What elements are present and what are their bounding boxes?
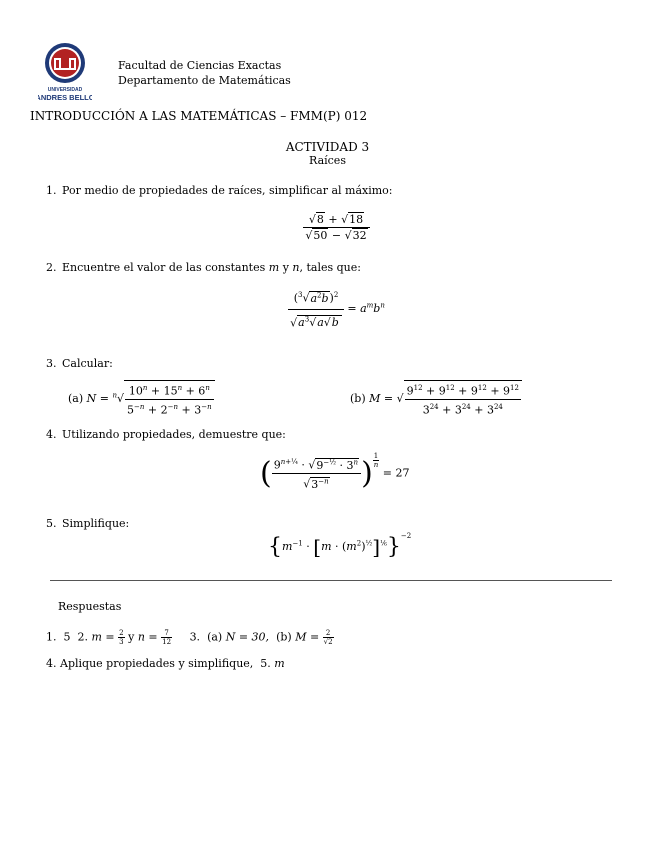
formula-2: $\frac{(^3√a^2b)^2}{√a^3√a√b}$ = $a^mb^n$ <box>0 285 655 333</box>
faculty-name: Facultad de Ciencias Exactas <box>118 59 282 72</box>
activity-title: ACTIVIDAD 3 <box>285 140 370 154</box>
svg-text:UNIVERSIDAD: UNIVERSIDAD <box>47 87 83 93</box>
course-title: INTRODUCCIÓN A LAS MATEMÁTICAS – FMM(P) 012 <box>30 109 368 123</box>
problem-4 <box>46 428 286 441</box>
problem-number: 4. <box>46 428 57 441</box>
formula-3b: (b) M = √ $\frac{9^{12} + 9^{12} + 9^{12} + 9^{12}}{3^{24} + 3^{24} + 3^{24}}$ <box>350 380 522 417</box>
problem-text: Calcular: <box>62 357 113 370</box>
problem-5 <box>46 517 129 530</box>
formula-5: $\{m^{-1} \cdot [m \cdot (m^2)^{\frac{1}{2}}]^{\frac{1}{6}}\}^{-2}$ <box>268 532 412 560</box>
problem-text: Utilizando propiedades, demuestre que: <box>62 428 286 441</box>
problem-1 <box>46 184 393 197</box>
problem-text: Simplifique: <box>62 517 130 530</box>
department-name: Departamento de Matemáticas <box>118 74 291 87</box>
problem-number: 2. <box>46 261 57 274</box>
formula-3a: (a) N = $^n$√ $\frac{10^n + 15^n + 6^n}{5^{-n} + 2^{-n} + 3^{-n}}$ <box>68 380 215 417</box>
answers-line-2: 4. Aplique propiedades y simplifique, 5. m <box>46 657 285 670</box>
university-logo <box>38 40 92 104</box>
logo-seal-icon <box>38 40 92 104</box>
problem-text: Por medio de propiedades de raíces, simplificar al máximo: <box>62 184 393 197</box>
problem-number: 1. <box>46 184 57 197</box>
problem-number: 3. <box>46 357 57 370</box>
svg-text:ANDRES BELLO: ANDRES BELLO <box>38 93 92 102</box>
formula-1: $\frac{√8 + √18}{√50 - √32}$ <box>0 212 655 243</box>
formula-4: ( $\frac{9^{n+\frac{1}{4}} \cdot √9^{-\frac{1}{2}} \cdot 3^n}{√3^{-n}}$ ) $^{\frac{1}{n}}$ = 27 <box>260 452 410 491</box>
answers-line-1: 1. 5 2. m = $\frac{2}{3}$ y n = $\frac{7}{12}$ 3. (a) N = 30, (b) M = $\frac{2}{√2}$ <box>46 629 333 646</box>
problem-3 <box>46 357 113 370</box>
problem-text: Encuentre el valor de las constantes <box>62 261 266 274</box>
answers-title: Respuestas <box>58 600 122 613</box>
problem-number: 5. <box>46 517 57 530</box>
problem-2: 2. Encuentre el valor de las constantes m y n, tales que: <box>46 261 361 274</box>
divider <box>50 580 612 581</box>
activity-subtitle: Raíces <box>309 154 346 167</box>
